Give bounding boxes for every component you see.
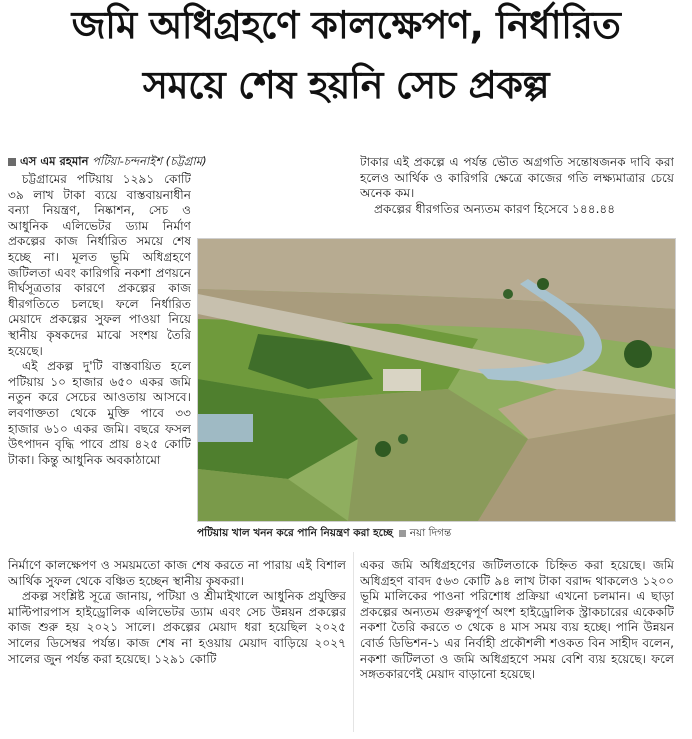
photo-credit: নয়া দিগন্ত [409, 527, 452, 539]
aerial-landscape-image [198, 239, 675, 521]
column-divider [353, 552, 354, 732]
article-paragraph: এই প্রকল্প দু'টি বাস্তবায়িত হলে পটিয়ায় ১০ হাজার ৬৫০ একর জমি নতুন করে সেচের আওতায় আসবে। লবণাক্ততা থেকে মুক্তি পাবে ৩৩ হাজার ৬১০ একর জমি। বছরে ফসল উৎপাদন বৃদ্ধি পাবে প্রায় ৪২৫ কোটি টাকা। কিন্তু আধুনিক অবকাঠামো [8, 359, 191, 467]
article-column-right-top [360, 155, 674, 233]
byline-author: এস এম রহমান [20, 154, 89, 168]
caption-separator-icon [399, 530, 406, 537]
article-paragraph: চট্টগ্রামের পটিয়ায় ১২৯১ কোটি ৩৯ লাখ টাকা ব্যয়ে বাস্তবায়নাধীন বন্যা নিয়ন্ত্রণ, নিষ্কাশন, সেচ ও আধুনিক এলিভেটর ড্যাম নির্মাণ প্রকল্পের কাজ নির্ধারিত সময়ে শেষ হচ্ছে না। মূলত ভূমি অধিগ্রহণে জটিলতা এবং কারিগরি নকশা প্রণয়নে দীর্ঘসূত্রতার কারণে প্রকল্পের কাজ ধীরগতিতে চলছে। ফলে নির্ধারিত মেয়াদে প্রকল্পের সুফল পাওয়া নিয়ে স্থানীয় কৃষকদের মাঝে সংশয় তৈরি হয়েছে। [8, 172, 191, 358]
article-paragraph: টাকার এই প্রকল্পে এ পর্যন্ত ভৌত অগ্রগতি সন্তোষজনক দাবি করা হলেও আর্থিক ও কারিগরি ক্ষেত্রে কাজের গতি লক্ষ্যমাত্রার চেয়ে অনেক কম। [360, 155, 674, 201]
photo-caption [197, 526, 674, 542]
headline [0, 3, 692, 107]
headline-line-1: জমি অধিগ্রহণে কালক্ষেপণ, নির্ধারিত [71, 3, 621, 47]
byline-bullet-icon [8, 158, 16, 166]
headline-line-2: সময়ে শেষ হয়নি সেচ প্রকল্প [142, 63, 550, 107]
article-paragraph: প্রকল্পের ধীরগতির অন্যতম কারণ হিসেবে ১৪৪.৪৪ [374, 201, 616, 216]
tree-cluster [624, 340, 652, 368]
byline-location: পটিয়া-চন্দনাইশ (চট্টগ্রাম) [92, 154, 207, 168]
pond-water [198, 414, 253, 442]
article-column-left-top [8, 172, 191, 557]
article-column-right-bottom [360, 558, 674, 730]
aerial-photo [197, 238, 676, 522]
sluice-gate-structure [383, 369, 421, 391]
article-paragraph: প্রকল্প সংশ্লিষ্ট সূত্রে জানায়, পটিয়া ও শ্রীমাইখালে আধুনিক প্রযুক্তির মাল্টিপারপাস হাইড্রোলিক এলিভেটর ড্যাম এবং সেচ উন্নয়ন প্রকল্পের কাজ শুরু হয় ২০২১ সালে। প্রকল্পের মেয়াদ ধরা হয়েছিল ২০২৫ সালের ডিসেম্বর পর্যন্ত। কাজ শেষ না হওয়ায় মেয়াদ বাড়িয়ে ২০২৭ সালের জুন পর্যন্ত করা হয়েছে। ১২৯১ কোটি [8, 589, 346, 666]
photo-caption-text: পটিয়ায় খাল খনন করে পানি নিয়ন্ত্রণ করা হচ্ছে [197, 527, 393, 539]
article-column-left-bottom [8, 558, 346, 730]
article-paragraph: একর জমি অধিগ্রহণের জটিলতাকে চিহ্নিত করা হয়েছে। জমি অধিগ্রহণ বাবদ ৫৬৩ কোটি ৯৪ লাখ টাকা বরাদ্দ থাকলেও ১২০০ ভূমি মালিকের পাওনা পরিশোধ প্রক্রিয়া এখনো চলমান। এ ছাড়া প্রকল্পের অন্যতম গুরুত্বপূর্ণ অংশ হাইড্রোলিক স্ট্রাকচারের একেকটি নকশা তৈরি করতে ৩ থেকে ৪ মাস সময় ব্যয় হচ্ছে। পানি উন্নয়ন বোর্ড ডিভিশন-১ এর নির্বাহী প্রকৌশলী শওকত বিন সাহীদ বলেন, নকশা জটিলতা ও জমি অধিগ্রহণে সময় বেশি ব্যয় হয়েছে। ফলে সঙ্গতকারণেই মেয়াদ বাড়ানো হয়েছে। [360, 558, 674, 682]
byline [8, 153, 348, 169]
article-paragraph: নির্মাণে কালক্ষেপণ ও সময়মতো কাজ শেষ করতে না পারায় এই বিশাল আর্থিক সুফল থেকে বঞ্চিত হচ্ছেন স্থানীয় কৃষকরা। [8, 558, 346, 588]
